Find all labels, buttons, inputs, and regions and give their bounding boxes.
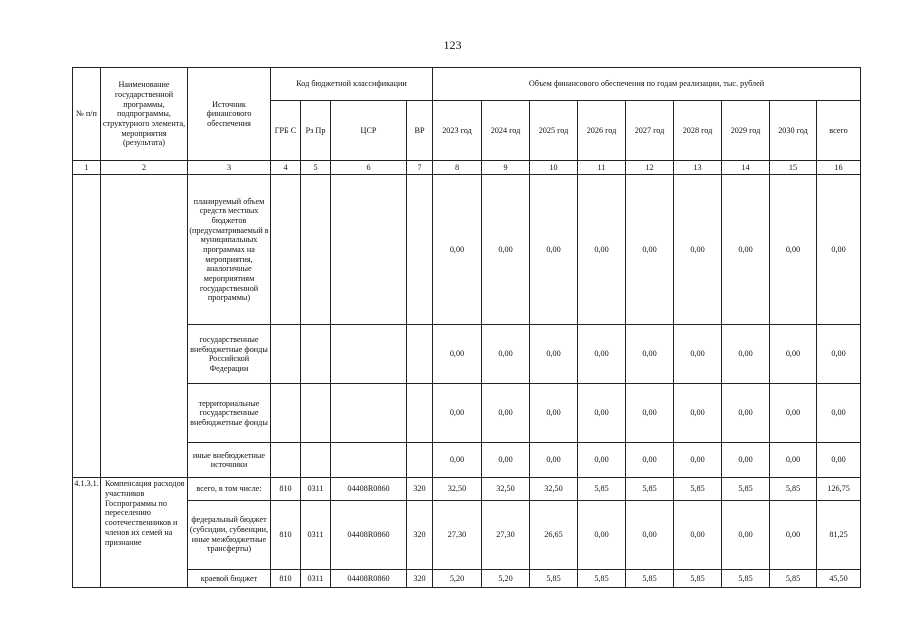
row-csr: 04408R0860 — [331, 478, 407, 500]
row-total: 0,00 — [817, 175, 861, 325]
row-csr — [331, 325, 407, 384]
row-name — [101, 175, 188, 478]
row-rzpr — [301, 443, 331, 478]
row-value: 0,00 — [530, 325, 578, 384]
header-rzpr: Рз Пр — [301, 101, 331, 161]
header-year-2028: 2028 год — [674, 101, 722, 161]
row-source: иные внебюджетные источники — [188, 443, 271, 478]
index-cell: 12 — [626, 161, 674, 175]
row-value: 5,85 — [770, 569, 817, 587]
row-grbs — [271, 325, 301, 384]
row-source: всего, в том числе: — [188, 478, 271, 500]
row-vr: 320 — [407, 569, 433, 587]
budget-table — [72, 67, 861, 588]
index-cell: 1 — [73, 161, 101, 175]
header-volume: Объем финансового обеспечения по годам реализации, тыс. рублей — [433, 68, 861, 101]
header-year-2025: 2025 год — [530, 101, 578, 161]
index-cell: 13 — [674, 161, 722, 175]
row-total: 45,50 — [817, 569, 861, 587]
row-source: планируемый объем средств местных бюджетов (предусматриваемый в муниципальных программах на мероприятия, аналогичные мероприятиям государственной программы) — [188, 175, 271, 325]
row-value: 0,00 — [674, 325, 722, 384]
row-value: 0,00 — [674, 384, 722, 443]
row-total: 0,00 — [817, 325, 861, 384]
index-row — [73, 161, 861, 175]
row-value: 0,00 — [482, 443, 530, 478]
row-rzpr: 0311 — [301, 500, 331, 569]
index-cell: 9 — [482, 161, 530, 175]
row-value: 5,85 — [530, 569, 578, 587]
row-value: 0,00 — [578, 500, 626, 569]
index-cell: 11 — [578, 161, 626, 175]
row-value: 5,85 — [722, 569, 770, 587]
row-rzpr — [301, 175, 331, 325]
row-value: 5,20 — [482, 569, 530, 587]
header-vr: ВР — [407, 101, 433, 161]
row-num — [73, 175, 101, 478]
row-rzpr — [301, 384, 331, 443]
row-value: 0,00 — [770, 325, 817, 384]
header-year-2026: 2026 год — [578, 101, 626, 161]
row-value: 5,85 — [770, 478, 817, 500]
index-cell: 4 — [271, 161, 301, 175]
row-value: 0,00 — [530, 443, 578, 478]
row-source: федеральный бюджет (субсидии, субвенции, иные межбюджетные трансферты) — [188, 500, 271, 569]
index-cell: 2 — [101, 161, 188, 175]
row-grbs: 810 — [271, 569, 301, 587]
header-total: всего — [817, 101, 861, 161]
row-value: 0,00 — [578, 175, 626, 325]
row-value: 0,00 — [722, 500, 770, 569]
header-source: Источник финансового обеспечения — [188, 68, 271, 161]
row-value: 26,65 — [530, 500, 578, 569]
row-csr: 04408R0860 — [331, 569, 407, 587]
row-vr: 320 — [407, 478, 433, 500]
row-vr — [407, 325, 433, 384]
row-vr — [407, 443, 433, 478]
header-year-2024: 2024 год — [482, 101, 530, 161]
row-rzpr: 0311 — [301, 569, 331, 587]
row-value: 5,85 — [578, 478, 626, 500]
table-row — [73, 569, 861, 587]
index-cell: 7 — [407, 161, 433, 175]
row-total: 0,00 — [817, 443, 861, 478]
header-year-2030: 2030 год — [770, 101, 817, 161]
row-value: 5,20 — [433, 569, 482, 587]
row-value: 27,30 — [482, 500, 530, 569]
row-value: 0,00 — [722, 175, 770, 325]
row-grbs: 810 — [271, 500, 301, 569]
row-total: 81,25 — [817, 500, 861, 569]
row-value: 0,00 — [722, 443, 770, 478]
row-value: 0,00 — [482, 384, 530, 443]
row-value: 0,00 — [770, 384, 817, 443]
row-value: 0,00 — [626, 325, 674, 384]
row-grbs — [271, 443, 301, 478]
table-row — [73, 384, 861, 443]
header-csr: ЦСР — [331, 101, 407, 161]
index-cell: 14 — [722, 161, 770, 175]
row-value: 0,00 — [770, 175, 817, 325]
row-vr — [407, 175, 433, 325]
header-grbs: ГРБ С — [271, 101, 301, 161]
row-value: 0,00 — [578, 325, 626, 384]
row-value: 0,00 — [578, 443, 626, 478]
row-value: 0,00 — [578, 384, 626, 443]
header-bcc: Код бюджетной классификации — [271, 68, 433, 101]
row-value: 0,00 — [722, 384, 770, 443]
row-value: 32,50 — [482, 478, 530, 500]
table-row — [73, 500, 861, 569]
row-grbs: 810 — [271, 478, 301, 500]
row-value: 5,85 — [722, 478, 770, 500]
index-cell: 16 — [817, 161, 861, 175]
row-value: 0,00 — [626, 500, 674, 569]
row-vr: 320 — [407, 500, 433, 569]
row-csr: 04408R0860 — [331, 500, 407, 569]
row-csr — [331, 443, 407, 478]
page-number: 123 — [443, 38, 462, 52]
table-row — [73, 478, 861, 500]
index-cell: 15 — [770, 161, 817, 175]
row-source: территориальные государственные внебюджетные фонды — [188, 384, 271, 443]
index-cell: 10 — [530, 161, 578, 175]
row-value: 5,85 — [674, 478, 722, 500]
row-grbs — [271, 384, 301, 443]
index-cell: 6 — [331, 161, 407, 175]
row-value: 0,00 — [433, 384, 482, 443]
header-year-2029: 2029 год — [722, 101, 770, 161]
index-cell: 5 — [301, 161, 331, 175]
row-value: 0,00 — [433, 443, 482, 478]
row-value: 5,85 — [674, 569, 722, 587]
row-value: 0,00 — [433, 325, 482, 384]
row-value: 0,00 — [626, 384, 674, 443]
row-value: 0,00 — [626, 175, 674, 325]
row-value: 32,50 — [530, 478, 578, 500]
row-csr — [331, 175, 407, 325]
row-value: 0,00 — [433, 175, 482, 325]
row-value: 0,00 — [530, 384, 578, 443]
row-value: 0,00 — [626, 443, 674, 478]
row-rzpr — [301, 325, 331, 384]
header-year-2023: 2023 год — [433, 101, 482, 161]
row-value: 5,85 — [578, 569, 626, 587]
row-name: Компенсация расходов участников Госпрограммы по переселению соотечественников и членов их семей на признание — [101, 478, 188, 588]
row-rzpr: 0311 — [301, 478, 331, 500]
header-row-1 — [73, 68, 861, 101]
row-source: государственные внебюджетные фонды Российской Федерации — [188, 325, 271, 384]
header-name: Наименование государственной программы, подпрограммы, структурного элемента, мероприятия (результата) — [101, 68, 188, 161]
row-value: 5,85 — [626, 478, 674, 500]
table-row — [73, 175, 861, 325]
row-value: 0,00 — [482, 175, 530, 325]
row-value: 0,00 — [530, 175, 578, 325]
row-value: 0,00 — [770, 443, 817, 478]
header-year-2027: 2027 год — [626, 101, 674, 161]
row-total: 0,00 — [817, 384, 861, 443]
row-total: 126,75 — [817, 478, 861, 500]
index-cell: 3 — [188, 161, 271, 175]
table-row — [73, 443, 861, 478]
table-row — [73, 325, 861, 384]
header-num: № п/п — [73, 68, 101, 161]
row-value: 32,50 — [433, 478, 482, 500]
row-value: 0,00 — [674, 443, 722, 478]
row-csr — [331, 384, 407, 443]
index-cell: 8 — [433, 161, 482, 175]
row-value: 0,00 — [482, 325, 530, 384]
row-grbs — [271, 175, 301, 325]
row-value: 27,30 — [433, 500, 482, 569]
row-vr — [407, 384, 433, 443]
row-source: краевой бюджет — [188, 569, 271, 587]
row-value: 0,00 — [770, 500, 817, 569]
row-value: 0,00 — [722, 325, 770, 384]
row-value: 0,00 — [674, 500, 722, 569]
row-value: 0,00 — [674, 175, 722, 325]
row-value: 5,85 — [626, 569, 674, 587]
row-num: 4.1.3.1. — [73, 478, 101, 588]
